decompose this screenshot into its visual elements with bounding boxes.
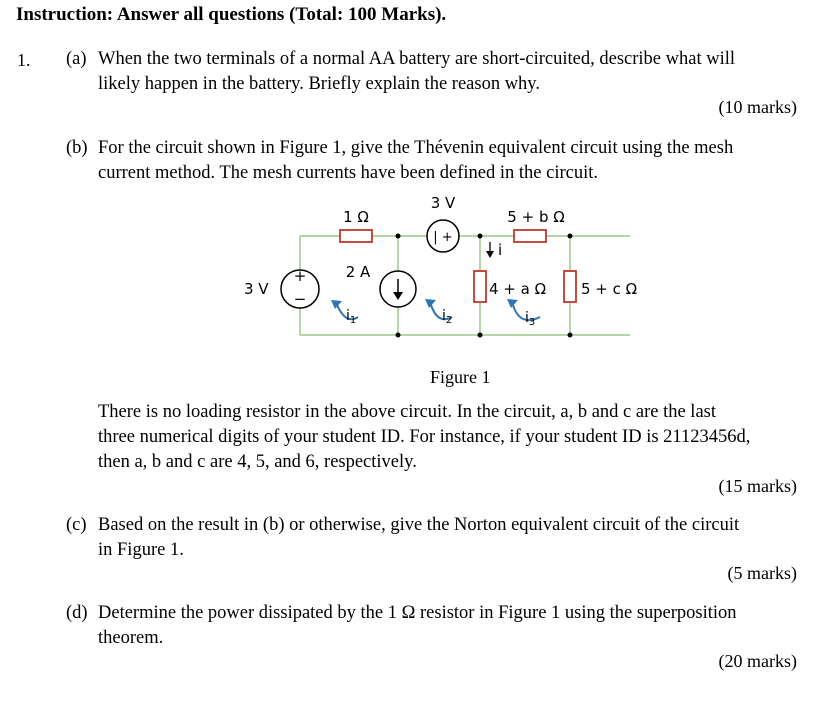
part-a-label: (a) [66,49,87,69]
branch-current-label: i [498,241,503,259]
part-c-line1: Based on the result in (b) or otherwise, give the Norton equivalent circuit of the circuit [98,515,740,535]
mesh2-label: $i_2$ [442,308,453,326]
part-d-label: (d) [66,603,88,623]
part-b-para-line2: three numerical digits of your student ID. For instance, if your student ID is 21123456d, [98,427,751,447]
part-b-marks: (15 marks) [718,476,797,496]
mesh3-label: $i_3$ [525,310,536,328]
question-number: 1. [17,50,31,70]
source-left-minus: − [293,290,307,308]
part-a-line1: When the two terminals of a normal AA battery are short-circuited, describe what will [98,49,736,69]
part-b-para-line1: There is no loading resistor in the above circuit. In the circuit, a, b and c are the last [98,402,716,422]
rb-label: 5 + b Ω [507,208,565,226]
voltage-source-left [281,267,319,308]
source-top-label: 3 V [430,194,456,212]
part-b-para-line3: then a, b and c are 4, 5, and 6, respectively. [98,452,417,472]
part-b-line2: current method. The mesh currents have been defined in the circuit. [98,163,598,183]
current-source-2a [380,271,416,307]
part-d-line2: theorem. [98,628,164,648]
source-left-label: 3 V [244,280,269,298]
part-d-line1: Determine the power dissipated by the 1 Ω resistor in Figure 1 using the superposition [98,603,737,623]
ra-label: 4 + a Ω [489,280,547,298]
circuit-figure-1 [230,185,650,355]
current-source-label: 2 A [345,263,371,281]
instruction-heading: Instruction: Answer all questions (Total: 100 Marks). [16,4,447,25]
part-c-marks: (5 marks) [727,563,797,583]
part-b-line1: For the circuit shown in Figure 1, give the Thévenin equivalent circuit using the mesh [98,138,734,158]
part-c-label: (c) [66,515,87,535]
part-d-marks: (20 marks) [718,651,797,671]
rc-label: 5 + c Ω [581,280,638,298]
resistor-5-plus-c [564,271,576,302]
source-left-plus: + [293,267,307,285]
part-a-marks: (10 marks) [718,97,797,117]
part-b-label: (b) [66,138,88,158]
branch-current-arrow [486,242,494,258]
resistor-4-plus-a [474,271,486,302]
part-c-line2: in Figure 1. [98,540,184,560]
resistor-1-ohm [340,230,372,242]
voltage-source-top [427,220,459,252]
resistor-5-plus-b [514,230,546,242]
part-a-line2: likely happen in the battery. Briefly explain the reason why. [98,74,540,94]
r1-label: 1 Ω [343,208,369,226]
source-top-polarity: | + [433,230,453,245]
mesh1-label: $i_1$ [346,308,357,326]
figure-caption: Figure 1 [430,367,491,387]
